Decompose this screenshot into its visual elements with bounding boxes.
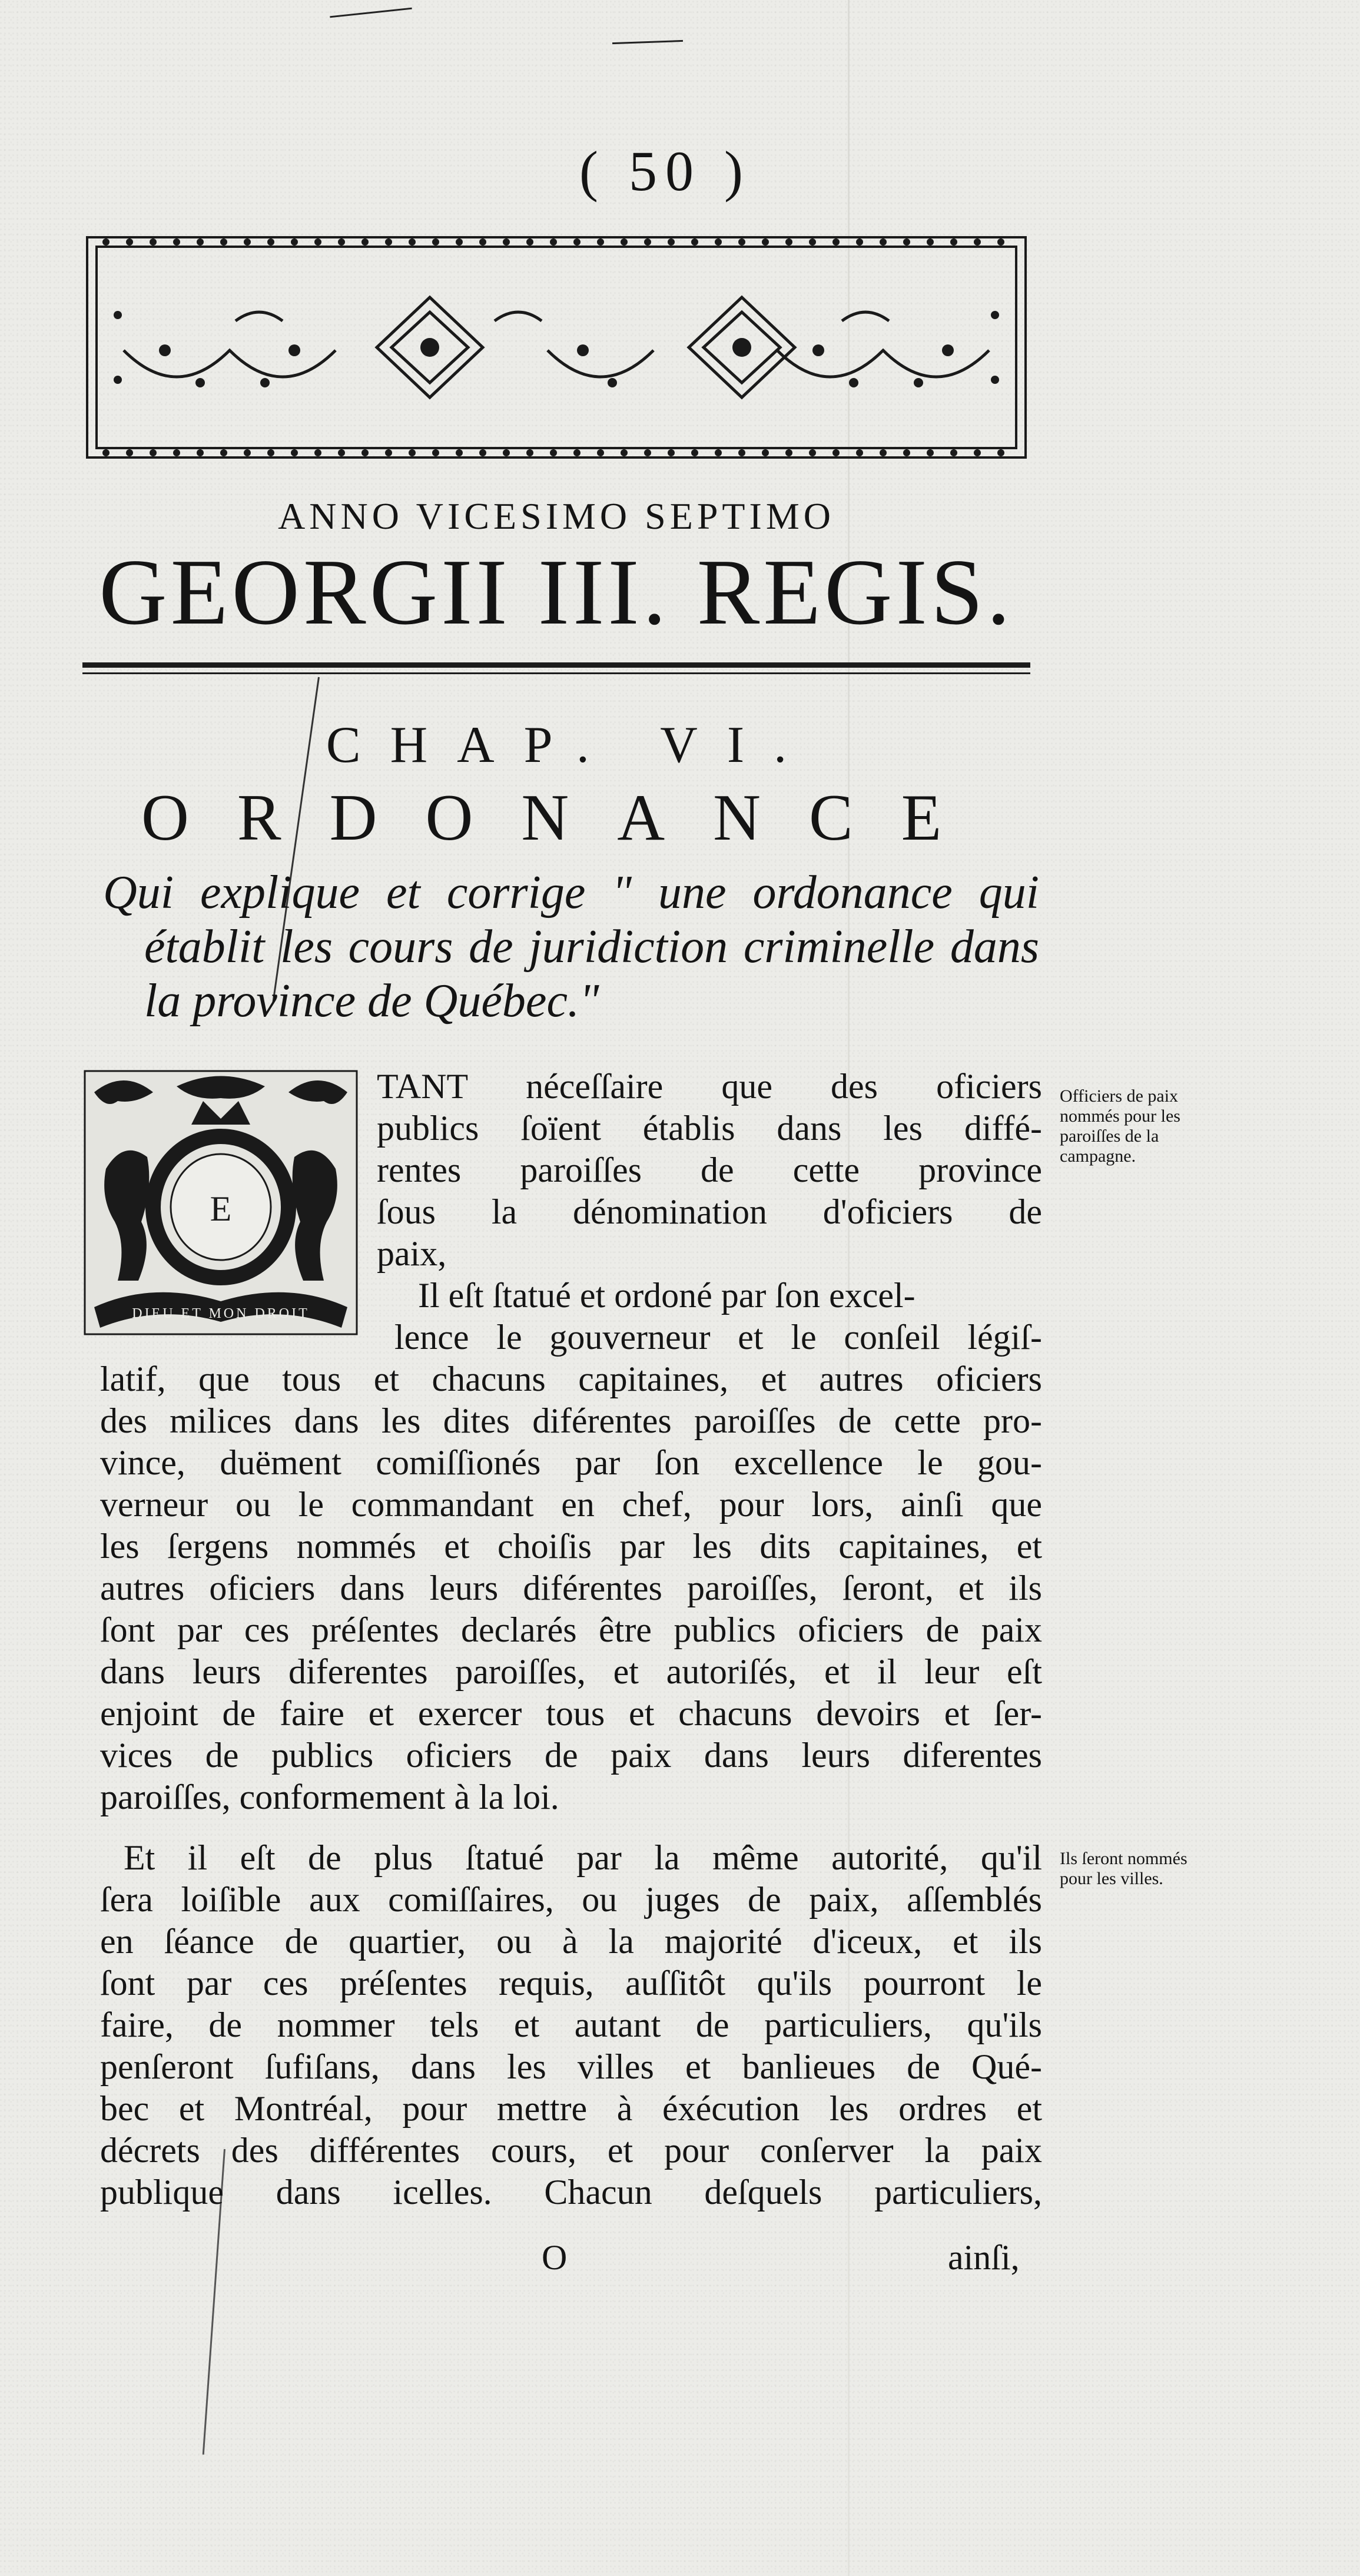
heading-rule-thin — [82, 672, 1030, 674]
ordinance-heading: ORDONANCE — [141, 781, 990, 854]
text-line: penſeront ſufiſans, dans les villes et banlieues de Qué- — [100, 2047, 1042, 2086]
text-line: les ſergens nommés et choiſis par les dits capitaines, et — [100, 1527, 1042, 1566]
text-line: rentes paroiſſes de cette province — [377, 1151, 1042, 1189]
text-line: en ſéance de quartier, ou à la majorité d'iceux, et ils — [100, 1922, 1042, 1961]
text-line: latif, que tous et chacuns capitaines, et autres oficiers — [100, 1360, 1042, 1398]
initial-motto: DIEU ET MON DROIT — [132, 1306, 310, 1321]
ink-mark — [612, 40, 683, 44]
text-line: enjoint de faire et exercer tous et chacuns devoirs et ſer- — [100, 1694, 1042, 1733]
text-line: bec et Montréal, pour mettre à éxécution les ordres et — [100, 2089, 1042, 2128]
subtitle-line: Qui explique et corrige " une ordonance qui — [103, 867, 1039, 919]
text-line: décrets des différentes cours, et pour conſerver la paix — [100, 2131, 1042, 2170]
text-line: autres oficiers dans leurs diférentes paroiſſes, ſeront, et ils — [100, 1569, 1042, 1607]
text-line: paix, — [377, 1234, 447, 1273]
text-line: vince, duëment comiſſionés par ſon excellence le gou- — [100, 1443, 1042, 1482]
reign-title: GEORGII III. REGIS. — [99, 539, 1014, 644]
ordinance-subtitle — [103, 866, 1039, 1028]
signature-mark: O — [542, 2238, 568, 2277]
text-line: Et il eſt de plus ſtatué par la même autorité, qu'il — [124, 1838, 1042, 1877]
subtitle-line: la province de Québec." — [144, 975, 599, 1027]
text-line: verneur ou le commandant en chef, pour lors, ainſi que — [100, 1485, 1042, 1524]
text-line: publique dans icelles. Chacun deſquels particuliers, — [100, 2173, 1042, 2212]
subtitle-line: établit les cours de juridiction criminelle dans — [144, 921, 1039, 973]
paragraph-1 — [377, 1066, 1042, 1275]
text-line: ſous la dénomination d'oficiers de — [377, 1192, 1042, 1231]
text-line: ſont par ces préſentes declarés être publics oficiers de paix — [100, 1610, 1042, 1649]
text-line: ſont par ces préſentes requis, auſſitôt qu'ils pourront le — [100, 1964, 1042, 2003]
paragraph-3 — [100, 1837, 1042, 2213]
text-line: TANT néceſſaire que des oficiers — [377, 1067, 1042, 1106]
chapter-heading: CHAP. VI. — [326, 717, 817, 774]
heading-rule-thick — [82, 662, 1030, 668]
margin-note: Officiers de paix nommés pour les paroiſſes de la campagne. — [1060, 1086, 1180, 1166]
catchword: ainſi, — [948, 2238, 1020, 2277]
ink-mark — [330, 8, 412, 18]
text-line: dans leurs diferentes paroiſſes, et autoriſés, et il leur eſt — [100, 1652, 1042, 1691]
text-line: publics ſoïent établis dans les diffé- — [377, 1109, 1042, 1148]
regnal-year-heading: ANNO VICESIMO SEPTIMO — [278, 495, 835, 537]
ornamental-headpiece — [82, 233, 1030, 462]
text-line: ſera loiſible aux comiſſaires, ou juges de paix, aſſemblés — [100, 1880, 1042, 1919]
paragraph-2 — [100, 1275, 1042, 1818]
text-line: paroiſſes, conformement à la loi. — [100, 1778, 559, 1816]
text-line: faire, de nommer tels et autant de particuliers, qu'ils — [100, 2005, 1042, 2044]
text-line: Il eſt ſtatué et ordoné par ſon excel- — [418, 1276, 915, 1315]
margin-note: Ils ſeront nommés pour les villes. — [1060, 1849, 1187, 1888]
initial-letter: E — [210, 1189, 232, 1228]
text-line: vices de publics oficiers de paix dans leurs diferentes — [100, 1736, 1042, 1775]
text-line: des milices dans les dites diférentes paroiſſes de cette pro- — [100, 1401, 1042, 1440]
text-line: lence le gouverneur et le conſeil légiſ- — [394, 1318, 1042, 1357]
page-number: ( 50 ) — [579, 140, 751, 203]
